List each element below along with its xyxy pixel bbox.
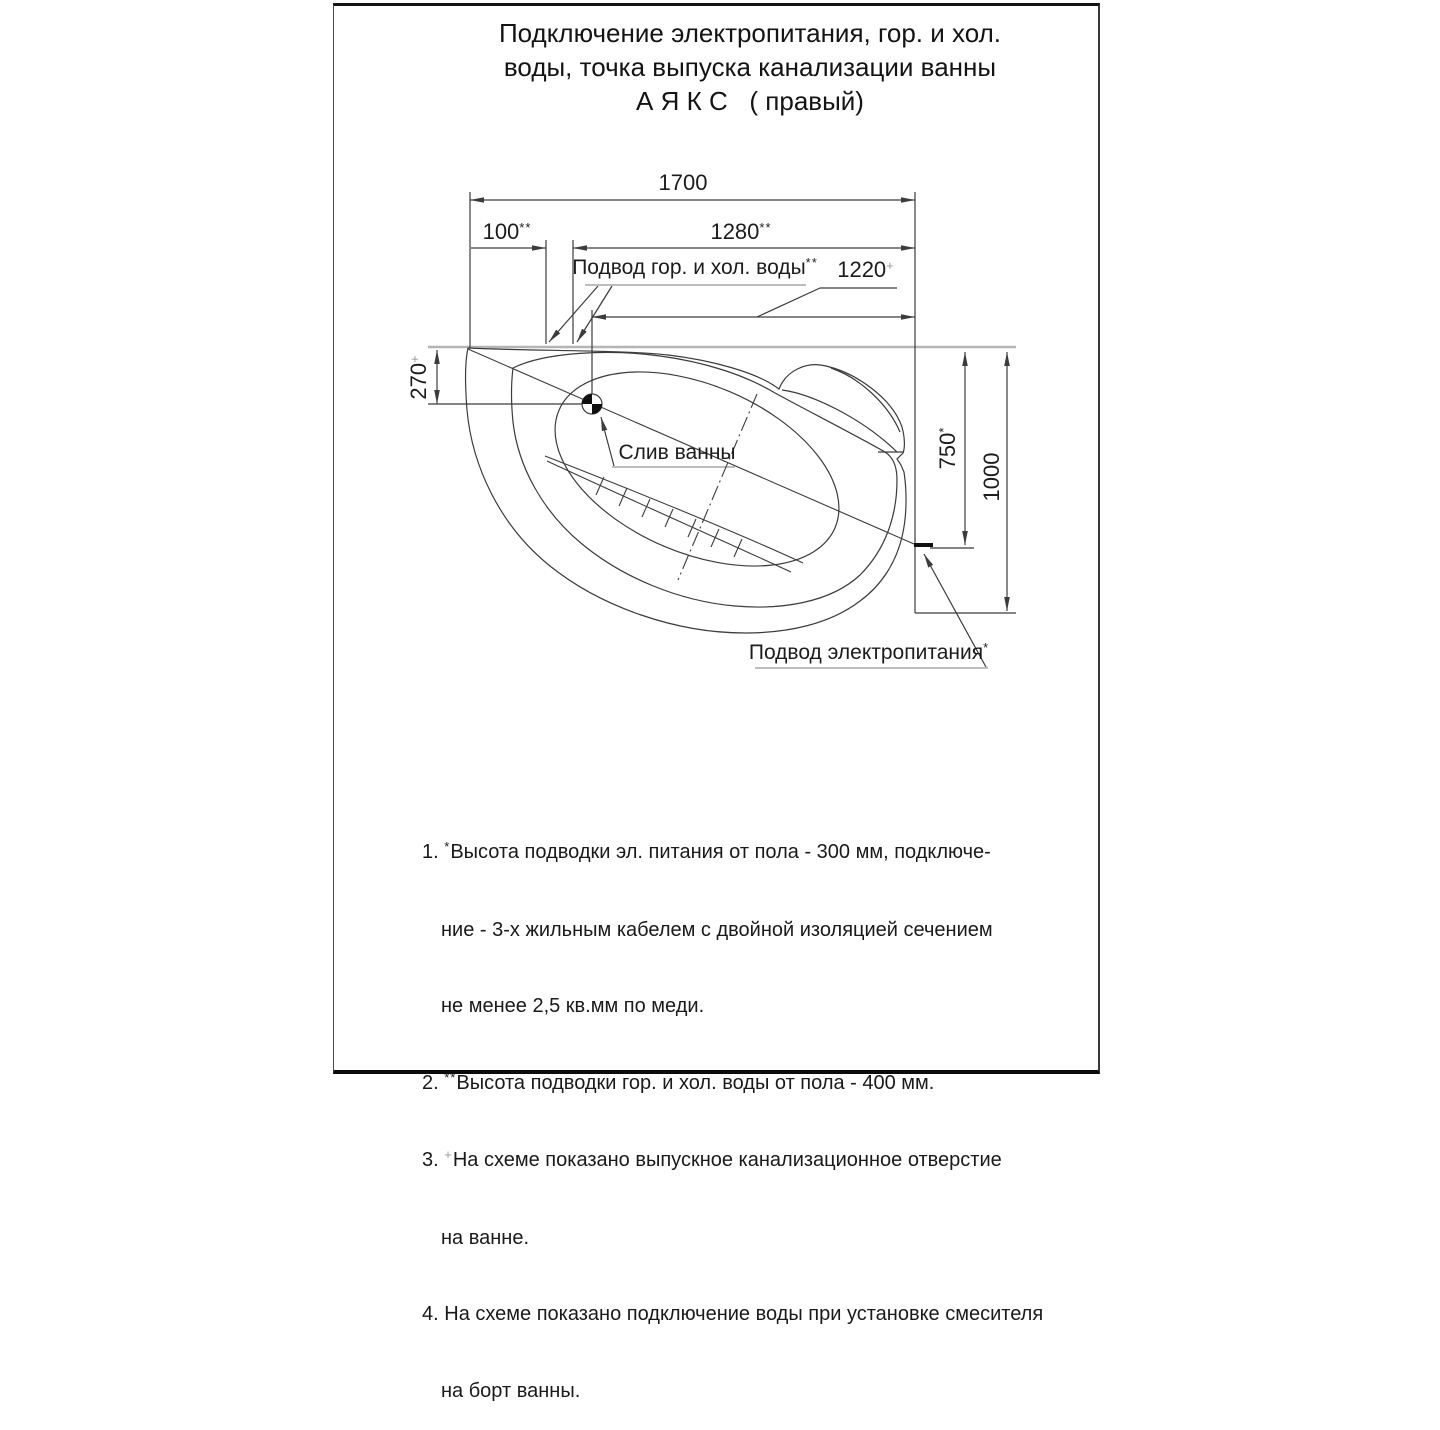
- water-supply-label: Подвод гор. и хол. воды**: [572, 255, 818, 279]
- dim-270: 270+: [406, 354, 431, 400]
- dim-1220-leader: [757, 288, 820, 317]
- tub-outer-contour: [466, 348, 906, 633]
- note-3-line-2: на ванне.: [441, 1226, 530, 1249]
- dim-1000: 1000: [979, 452, 1004, 502]
- dim-750: 750*: [935, 426, 960, 470]
- note-1-line-1: 1. *Высота подводки эл. питания от пола - 300 мм, подключе-: [422, 839, 991, 863]
- page-title-line-3: А Я К С ( правый): [636, 86, 864, 116]
- note-1-line-2: ние - 3-х жильным кабелем с двойной изоляцией сечением: [441, 918, 993, 941]
- note-2-line-1: 2. **Высота подводки гор. и хол. воды от пола - 400 мм.: [422, 1069, 935, 1094]
- tub-inner-rim: [512, 352, 898, 607]
- note-4-line-2: на борт ванны.: [441, 1379, 581, 1402]
- note-1-line-3: не менее 2,5 кв.мм по меди.: [441, 995, 705, 1017]
- dim-1280: 1280**: [710, 219, 772, 244]
- notes-block: [422, 789, 1043, 1430]
- water-leader-2: [577, 286, 612, 342]
- hatch-area: [545, 456, 803, 572]
- headrest-pillow-arc: [831, 368, 900, 432]
- bath-drain-label: Слив ванны: [618, 441, 736, 464]
- headrest-inner-arc: [782, 390, 897, 452]
- dim-1700: 1700: [658, 170, 708, 195]
- dim-100: 100**: [482, 219, 532, 244]
- power-supply-label: Подвод электропитания*: [748, 640, 990, 664]
- cross-centerline: [678, 394, 757, 580]
- dim-1220: 1220+: [837, 257, 895, 282]
- note-3-line-1: 3. +На схеме показано выпускное канализационное отверстие: [422, 1147, 1002, 1171]
- note-4-line-1: 4. На схеме показано подключение воды при установке смесителя: [422, 1303, 1044, 1325]
- page-title-line-2: воды, точка выпуска канализации ванны: [503, 52, 997, 82]
- drain-symbol: [582, 394, 602, 414]
- page-title-line-1: Подключение электропитания, гор. и хол.: [498, 18, 1001, 48]
